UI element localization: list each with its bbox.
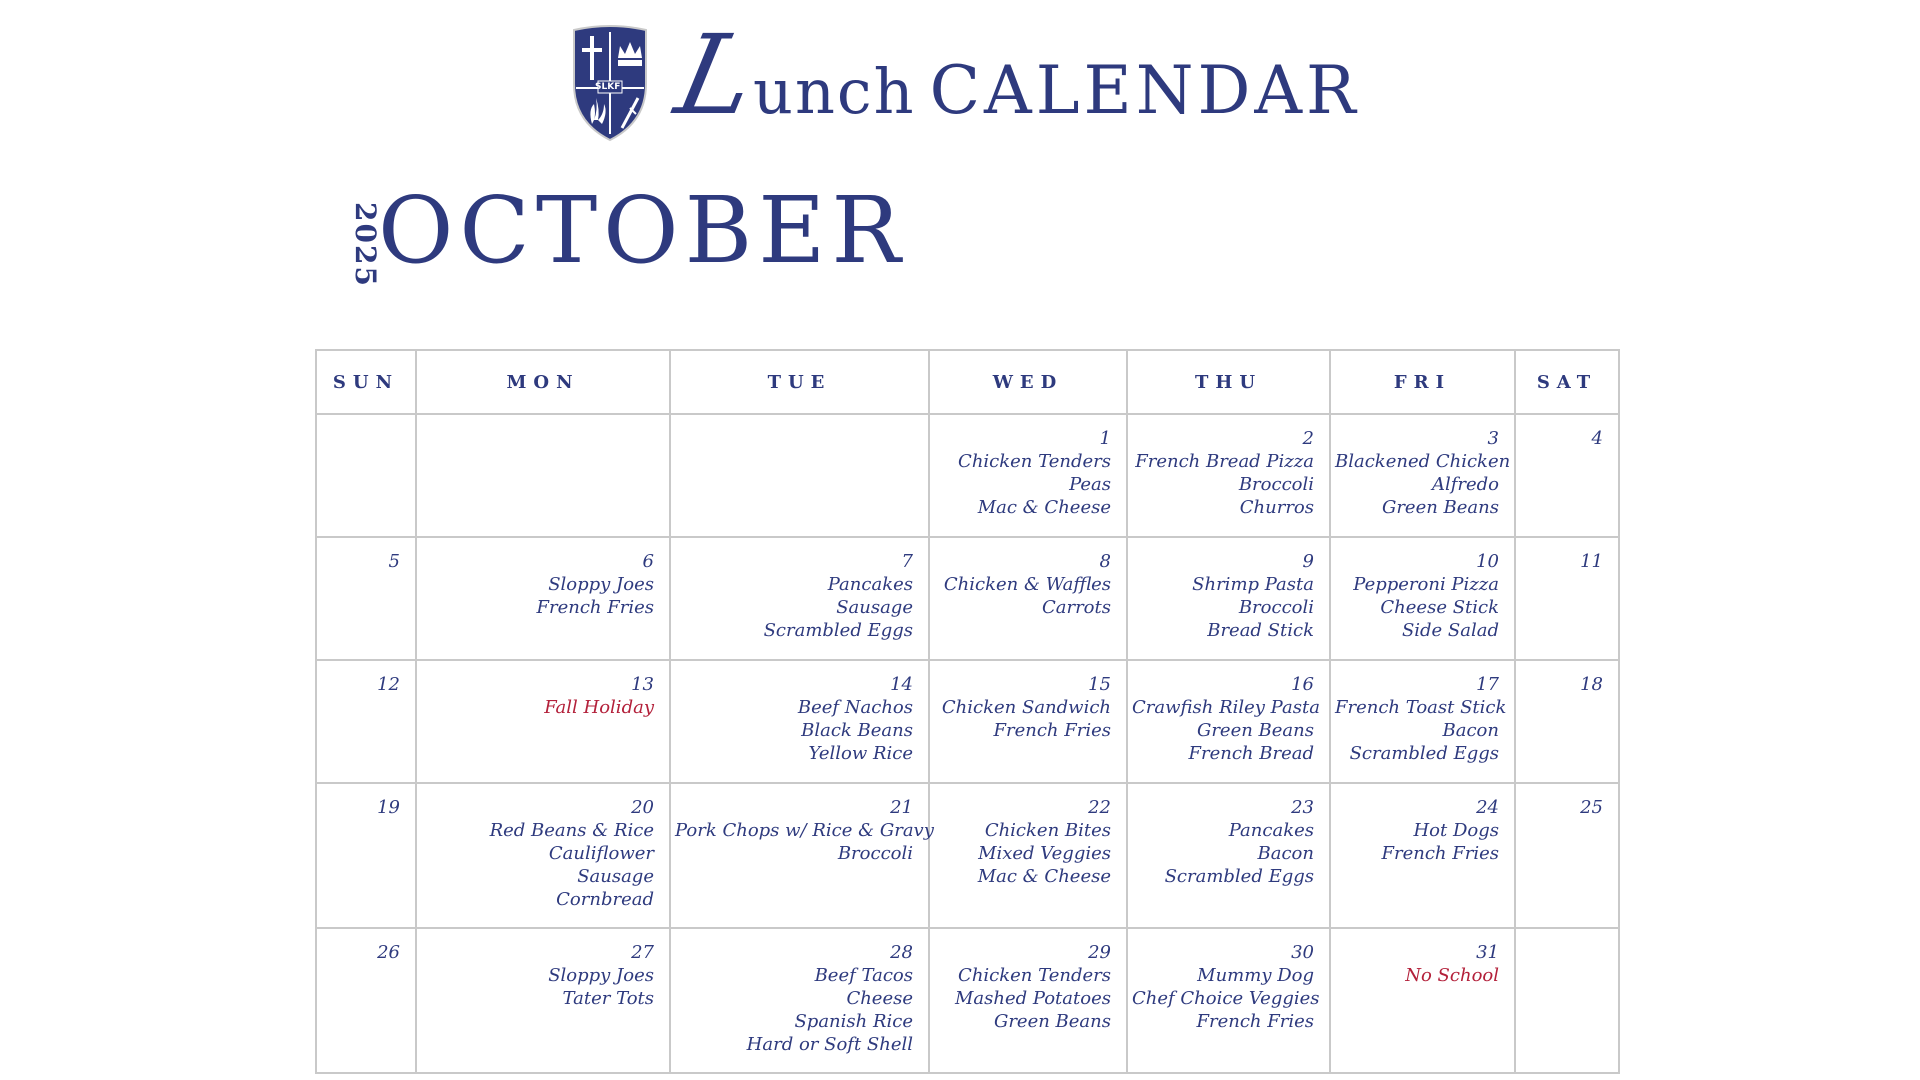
weekday-fri: FRI <box>1330 350 1515 414</box>
title-script-word: unch <box>753 55 916 128</box>
menu-item: Pancakes <box>827 574 913 595</box>
weekday-thu: THU <box>1127 350 1330 414</box>
page-title <box>666 11 1360 139</box>
menu-item: Bacon <box>1442 720 1499 741</box>
calendar-day-cell <box>1515 783 1619 928</box>
day-number: 22 <box>1088 797 1111 818</box>
menu-item: Spanish Rice <box>794 1011 913 1032</box>
menu-item: Bread Stick <box>1207 620 1314 641</box>
menu-item: Crawfish Riley Pasta <box>1132 697 1320 718</box>
calendar-day-cell <box>670 928 929 1073</box>
calendar-day-cell <box>416 783 670 928</box>
calendar-day-cell <box>1127 660 1330 783</box>
calendar-week-row <box>316 783 1619 928</box>
calendar-day-cell <box>416 537 670 660</box>
menu-item: French Fries <box>1381 843 1499 864</box>
menu-item: Cheese Stick <box>1380 597 1499 618</box>
menu-item: Scrambled Eggs <box>763 620 913 641</box>
calendar-day-cell <box>1330 783 1515 928</box>
menu-item: Mashed Potatoes <box>954 988 1111 1009</box>
day-number: 21 <box>890 797 913 818</box>
weekday-sun: SUN <box>316 350 416 414</box>
menu-item: Pancakes <box>1228 820 1314 841</box>
calendar-day-cell <box>1330 537 1515 660</box>
menu-item: Mixed Veggies <box>978 843 1111 864</box>
calendar-day-cell <box>929 414 1127 537</box>
calendar-day-cell <box>1127 783 1330 928</box>
calendar-day-cell <box>1515 928 1619 1073</box>
day-number: 1 <box>1099 428 1111 449</box>
weekday-mon: MON <box>416 350 670 414</box>
calendar-day-cell <box>316 414 416 537</box>
weekday-sat: SAT <box>1515 350 1619 414</box>
day-number: 14 <box>890 674 913 695</box>
lunch-calendar-grid <box>315 349 1620 1074</box>
day-number: 17 <box>1476 674 1499 695</box>
day-number: 11 <box>1580 551 1603 572</box>
calendar-day-cell <box>316 928 416 1073</box>
menu-item: Yellow Rice <box>808 743 913 764</box>
calendar-day-cell <box>316 783 416 928</box>
day-number: 25 <box>1580 797 1603 818</box>
menu-item: Scrambled Eggs <box>1164 866 1314 887</box>
weekday-header-row <box>316 350 1619 414</box>
menu-item: Chicken Sandwich <box>941 697 1111 718</box>
calendar-day-cell <box>1515 414 1619 537</box>
menu-item: Sausage <box>577 866 654 887</box>
menu-item: Sloppy Joes <box>548 574 654 595</box>
day-number: 23 <box>1291 797 1314 818</box>
day-number: 4 <box>1591 428 1603 449</box>
menu-item: Cornbread <box>556 889 654 910</box>
menu-item: Carrots <box>1041 597 1111 618</box>
weekday-wed: WED <box>929 350 1127 414</box>
day-number: 31 <box>1476 942 1499 963</box>
menu-item: Black Beans <box>801 720 913 741</box>
day-number: 18 <box>1580 674 1603 695</box>
menu-item: Chicken Tenders <box>958 965 1111 986</box>
menu-item: Broccoli <box>1238 597 1314 618</box>
calendar-week-row <box>316 537 1619 660</box>
menu-item: Pepperoni Pizza <box>1353 574 1499 595</box>
menu-item: Green Beans <box>993 1011 1111 1032</box>
title-initial: L <box>666 11 767 139</box>
menu-item: Cheese <box>846 988 913 1009</box>
day-number: 3 <box>1487 428 1499 449</box>
menu-item: Sausage <box>836 597 913 618</box>
day-number: 27 <box>631 942 654 963</box>
calendar-day-cell <box>929 660 1127 783</box>
calendar-day-cell <box>929 783 1127 928</box>
no-school-note: No School <box>1405 965 1499 986</box>
calendar-day-cell <box>416 660 670 783</box>
menu-item: French Bread Pizza <box>1135 451 1314 472</box>
calendar-day-cell <box>416 928 670 1073</box>
menu-item: Hot Dogs <box>1413 820 1499 841</box>
calendar-day-cell <box>1330 928 1515 1073</box>
menu-item: Peas <box>1069 474 1111 495</box>
calendar-day-cell <box>1330 660 1515 783</box>
calendar-day-cell <box>416 414 670 537</box>
menu-item: Chicken & Waffles <box>943 574 1111 595</box>
calendar-week-row <box>316 414 1619 537</box>
calendar-day-cell <box>1127 928 1330 1073</box>
page-header <box>0 0 1920 150</box>
menu-item: Chicken Tenders <box>958 451 1111 472</box>
day-number: 13 <box>631 674 654 695</box>
day-number: 2 <box>1302 428 1314 449</box>
calendar-day-cell <box>1330 414 1515 537</box>
menu-item: Mummy Dog <box>1197 965 1314 986</box>
day-number: 10 <box>1476 551 1499 572</box>
menu-item: Green Beans <box>1196 720 1314 741</box>
menu-item: Mac & Cheese <box>977 497 1111 518</box>
calendar-day-cell <box>670 783 934 928</box>
menu-item: Chef Choice Veggies <box>1132 988 1320 1009</box>
day-number: 24 <box>1476 797 1499 818</box>
menu-item: Broccoli <box>837 843 913 864</box>
day-number: 15 <box>1088 674 1111 695</box>
menu-item: Mac & Cheese <box>977 866 1111 887</box>
year-label: 2025 <box>349 202 382 288</box>
day-number: 12 <box>377 674 400 695</box>
calendar-week-row <box>316 660 1619 783</box>
menu-item: Sloppy Joes <box>548 965 654 986</box>
calendar-day-cell <box>929 928 1127 1073</box>
day-number: 6 <box>642 551 654 572</box>
menu-item: Cauliflower <box>548 843 654 864</box>
day-number: 30 <box>1291 942 1314 963</box>
crest-text: SLKF <box>595 82 621 92</box>
menu-item: Beef Nachos <box>797 697 913 718</box>
calendar-day-cell <box>670 537 929 660</box>
no-school-note: Fall Holiday <box>544 697 654 718</box>
menu-item: French Fries <box>536 597 654 618</box>
day-number: 16 <box>1291 674 1314 695</box>
calendar-day-cell <box>670 414 929 537</box>
month-title: OCTOBER <box>378 177 907 284</box>
calendar-day-cell <box>1515 537 1619 660</box>
calendar-day-cell <box>670 660 929 783</box>
menu-item: French Toast Stick <box>1335 697 1507 718</box>
menu-item: Blackened Chicken <box>1335 451 1511 472</box>
day-number: 20 <box>631 797 654 818</box>
day-number: 9 <box>1302 551 1314 572</box>
menu-item: Pork Chops w/ Rice & Gravy <box>675 820 934 841</box>
calendar-day-cell <box>316 537 416 660</box>
day-number: 5 <box>388 551 400 572</box>
day-number: 26 <box>377 942 400 963</box>
day-number: 28 <box>890 942 913 963</box>
calendar-day-cell <box>1515 660 1619 783</box>
menu-item: Red Beans & Rice <box>489 820 654 841</box>
weekday-tue: TUE <box>670 350 929 414</box>
calendar-day-cell <box>316 660 416 783</box>
calendar-day-cell <box>1127 537 1330 660</box>
day-number: 8 <box>1099 551 1111 572</box>
menu-item: Bacon <box>1257 843 1314 864</box>
menu-item: Alfredo <box>1431 474 1499 495</box>
day-number: 19 <box>377 797 400 818</box>
menu-item: Churros <box>1239 497 1314 518</box>
menu-item: Shrimp Pasta <box>1192 574 1314 595</box>
title-caps-word: CALENDAR <box>929 52 1360 129</box>
calendar-day-cell <box>1127 414 1330 537</box>
menu-item: French Fries <box>993 720 1111 741</box>
menu-item: Green Beans <box>1381 497 1499 518</box>
menu-item: French Bread <box>1188 743 1314 764</box>
day-number: 7 <box>901 551 913 572</box>
calendar-day-cell <box>929 537 1127 660</box>
menu-item: Broccoli <box>1238 474 1314 495</box>
calendar-week-row <box>316 928 1619 1073</box>
menu-item: Hard or Soft Shell <box>746 1034 913 1055</box>
day-number: 29 <box>1088 942 1111 963</box>
menu-item: Side Salad <box>1401 620 1499 641</box>
menu-item: Beef Tacos <box>814 965 913 986</box>
menu-item: French Fries <box>1196 1011 1314 1032</box>
menu-item: Tater Tots <box>562 988 654 1009</box>
menu-item: Scrambled Eggs <box>1349 743 1499 764</box>
menu-item: Chicken Bites <box>984 820 1111 841</box>
